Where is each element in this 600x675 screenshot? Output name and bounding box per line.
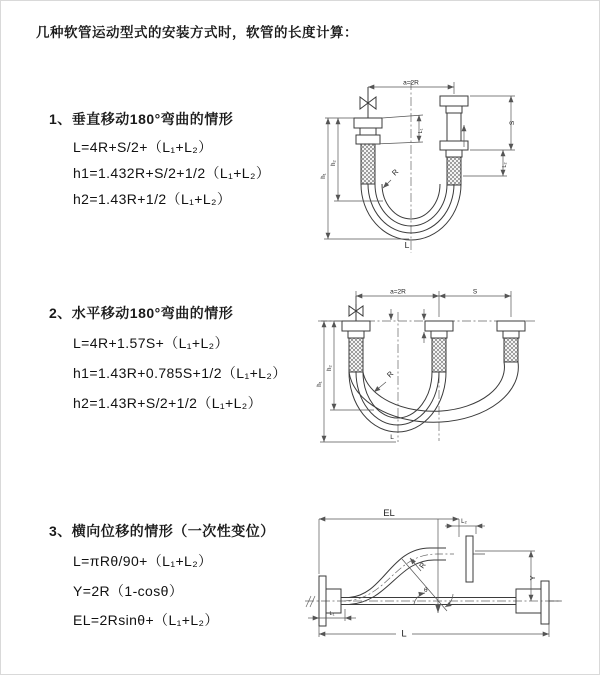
dim-label-l2: L₂	[502, 162, 508, 168]
section-3-formula-EL: EL=2Rsinθ+（L₁+L₂）	[73, 612, 219, 628]
radius-label: R	[417, 560, 428, 571]
dim-label-h2: h₂	[331, 160, 337, 166]
length-label: L	[404, 240, 410, 250]
dim-label-h1: h₁	[321, 173, 327, 179]
section-3-heading: 3、横向位移的情形（一次性变位）	[49, 523, 275, 539]
dim-label-y: Y	[528, 575, 537, 581]
braided-section	[349, 338, 363, 372]
dim-label-span: a=2R	[403, 79, 419, 87]
section-1-formula-L: L=4R+S/2+（L₁+L₂）	[73, 139, 213, 155]
braided-section	[361, 144, 375, 184]
braided-section	[504, 338, 518, 362]
dim-label-l1: L₁	[418, 128, 424, 134]
dim-label-span: a=2R	[390, 288, 406, 296]
vertex-arrow	[435, 604, 441, 613]
angle-label: θ	[424, 587, 428, 594]
dim-label-s: S	[472, 288, 478, 296]
section-1-formula-h2: h2=1.43R+1/2（L₁+L₂）	[73, 191, 232, 207]
section-2-formula-h2: h2=1.43R+S/2+1/2（L₁+L₂）	[73, 395, 263, 411]
section-3-formula-L: L=πRθ/90+（L₁+L₂）	[73, 553, 213, 569]
section-2-formula-L: L=4R+1.57S+（L₁+L₂）	[73, 335, 229, 351]
hose-assembly	[342, 296, 525, 432]
braided-section	[447, 157, 461, 185]
length-label: L	[401, 628, 407, 640]
section-3-formula-Y: Y=2R（1-cosθ）	[73, 583, 184, 599]
diagram-lateral-displacement	[304, 504, 566, 654]
dim-label-l2: L₂	[461, 519, 467, 525]
diagram-vertical-180-bend	[313, 73, 529, 259]
dimension-lines	[308, 519, 549, 637]
dim-label-l1: L₁	[329, 611, 335, 617]
dim-label-h1: h₁	[317, 381, 323, 387]
braided-section	[432, 338, 446, 372]
section-1-formula-h1: h1=1.432R+S/2+1/2（L₁+L₂）	[73, 165, 271, 181]
section-2-formula-h1: h1=1.43R+0.785S+1/2（L₁+L₂）	[73, 365, 287, 381]
radius-label: R	[390, 167, 401, 178]
diagram-horizontal-180-bend	[316, 284, 541, 449]
dim-label-el: EL	[383, 508, 395, 519]
radius-label: R	[385, 369, 396, 380]
hose-assembly	[319, 536, 561, 626]
dimension-lines	[324, 79, 515, 239]
page-title: 几种软管运动型式的安装方式时，软管的长度计算：	[36, 25, 358, 40]
length-label: L	[390, 434, 394, 441]
section-2-heading: 2、水平移动180°弯曲的情形	[49, 305, 234, 321]
dim-label-s: S	[509, 120, 516, 126]
dim-label-h2: h₂	[327, 365, 333, 371]
pipe-break-symbol	[306, 596, 315, 607]
section-1-heading: 1、垂直移动180°弯曲的情形	[49, 111, 234, 127]
